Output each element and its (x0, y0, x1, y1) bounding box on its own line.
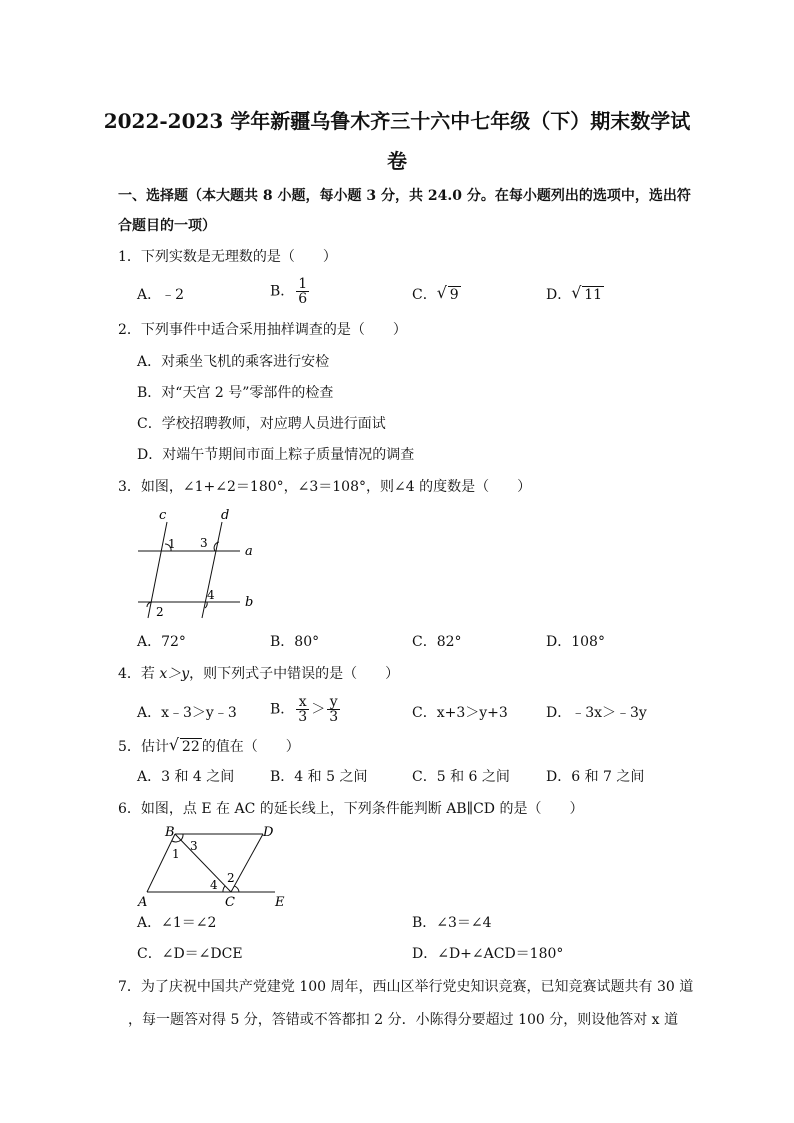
question-2-stem: 2．下列事件中适合采用抽样调查的是（ ） (118, 322, 407, 338)
q3-label-b: b (245, 595, 254, 610)
q1-fraction (296, 277, 309, 306)
q1-sqrt-c: √ 9 (436, 283, 459, 303)
q6-label-D: D (263, 825, 274, 840)
q3-figure (130, 504, 270, 624)
q4-frac-y-num: y (327, 695, 340, 710)
q1-frac-num: 1 (298, 276, 308, 292)
section-heading-line-2: 合题目的一项） (118, 218, 216, 234)
q6-option-d: D．∠D+∠ACD＝180° (412, 946, 564, 962)
page-title-line-1: 2022-2023 学年新疆乌鲁木齐三十六中七年级（下）期末数学试 (103, 109, 691, 133)
q4-frac-x-num: x (296, 695, 309, 710)
q4-option-b-prefix: B． (270, 701, 295, 718)
q3-label-d: d (221, 508, 230, 523)
q1-frac-den: 6 (298, 291, 308, 307)
q5-option-b: B．4 和 5 之间 (270, 769, 368, 785)
q4-option-a: A．x﹣3＞y﹣3 (137, 705, 237, 721)
q5-stem-prefix: 5．估计 (118, 739, 169, 755)
q1-radicand-c: 9 (449, 287, 459, 303)
q5-sqrt: √ 22 (168, 735, 200, 755)
q4-stem-suffix: ，则下列式子中错误的是（ ） (189, 666, 400, 682)
q5-radicand: 22 (181, 739, 200, 755)
q2-option-b: B．对“天宫 2 号”零部件的检查 (137, 385, 334, 401)
q5-option-a: A．3 和 4 之间 (137, 769, 235, 785)
q1-option-b (270, 277, 311, 306)
q5-option-d: D．6 和 7 之间 (546, 769, 645, 785)
q4-frac-y-den: 3 (329, 709, 339, 725)
q3-angle-4: 4 (207, 588, 215, 602)
q4-option-d: D．﹣3x＞﹣3y (546, 705, 647, 721)
q1-radicand-d: 11 (584, 287, 603, 303)
q1-option-b-prefix: B． (270, 283, 295, 300)
q4-frac-x-den: 3 (298, 709, 308, 725)
q1-option-c-prefix: C． (412, 287, 437, 303)
q6-option-c: C．∠D＝∠DCE (137, 946, 243, 962)
q2-option-d: D．对端午节期间市面上粽子质量情况的调查 (137, 447, 415, 463)
question-1-stem: 1．下列实数是无理数的是（ ） (118, 249, 337, 265)
q1-option-d-prefix: D． (546, 287, 572, 303)
question-6-stem: 6．如图，点 E 在 AC 的延长线上，下列条件能判断 AB∥CD 的是（ ） (118, 801, 584, 817)
q6-angle-2: 2 (227, 871, 235, 885)
q1-option-a: A．﹣2 (137, 287, 185, 303)
q6-label-A: A (138, 895, 148, 910)
q4-stem-condition: x＞y (159, 666, 190, 682)
q6-figure (135, 822, 300, 912)
q6-angle-3: 3 (190, 839, 198, 853)
q5-option-c: C．5 和 6 之间 (412, 769, 510, 785)
q3-angle-1: 1 (168, 537, 176, 551)
q2-option-c: C．学校招聘教师，对应聘人员进行面试 (137, 416, 386, 432)
q4-gt-sign: ＞ (311, 701, 326, 718)
q6-option-a: A．∠1＝∠2 (137, 915, 217, 931)
question-4-stem (118, 664, 399, 684)
q2-option-a: A．对乘坐飞机的乘客进行安检 (137, 354, 330, 370)
q3-angle-3: 3 (200, 536, 208, 550)
q4-fraction-x (296, 695, 309, 724)
q6-label-C: C (225, 895, 235, 910)
q6-label-E: E (275, 895, 285, 910)
q1-option-c (412, 285, 461, 305)
q1-sqrt-d: √ 11 (571, 283, 603, 303)
q3-label-c: c (159, 508, 167, 523)
q6-label-B: B (165, 825, 175, 840)
q4-option-b (270, 695, 342, 724)
q3-label-a: a (245, 544, 253, 559)
q4-stem-prefix: 4．若 (118, 666, 160, 682)
question-7-line-1: 7．为了庆祝中国共产党建党 100 周年，西山区举行党史知识竞赛，已知竞赛试题共有 30 道 (118, 979, 694, 995)
q6-angle-4: 4 (210, 878, 218, 892)
q4-option-c: C．x+3＞y+3 (412, 705, 508, 721)
q3-option-c: C．82° (412, 634, 462, 650)
question-7-line-2: ，每一题答对得 5 分，答错或不答都扣 2 分．小陈得分要超过 100 分，则设他答对 x 道 (128, 1012, 679, 1028)
section-heading-line-1: 一、选择题（本大题共 8 小题，每小题 3 分，共 24.0 分。在每小题列出的选项中，选出符 (118, 188, 691, 204)
page-title-line-2: 卷 (387, 149, 407, 173)
q1-option-d (546, 285, 604, 305)
q6-option-b: B．∠3＝∠4 (412, 915, 492, 931)
q6-angle-1: 1 (172, 847, 180, 861)
q5-stem-suffix: 的值在（ ） (201, 739, 300, 755)
q3-option-b: B．80° (270, 634, 320, 650)
question-5-stem (118, 737, 300, 757)
q3-option-a: A．72° (137, 634, 186, 650)
q3-angle-2: 2 (156, 605, 164, 619)
q3-option-d: D．108° (546, 634, 605, 650)
q4-fraction-y (327, 695, 340, 724)
question-3-stem: 3．如图，∠1+∠2＝180°，∠3＝108°，则∠4 的度数是（ ） (118, 479, 532, 495)
